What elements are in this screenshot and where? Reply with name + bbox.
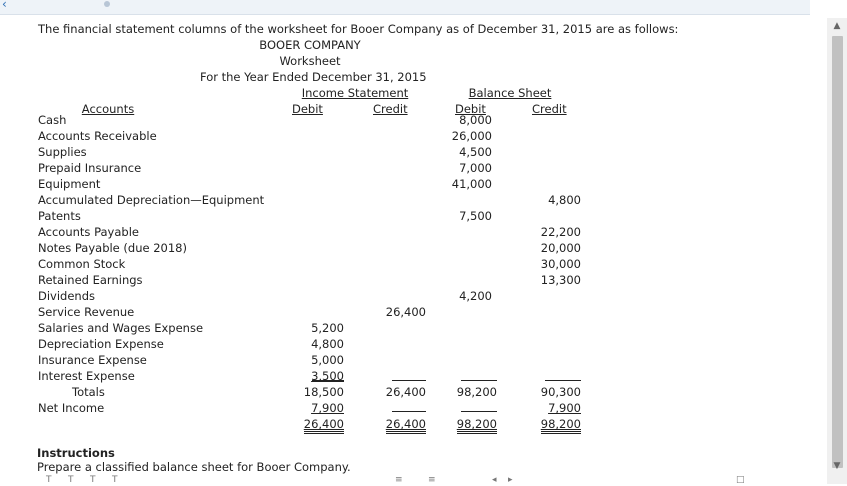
account-name: Retained Earnings [38,273,143,287]
account-name: Supplies [38,145,87,159]
vertical-scrollbar[interactable] [827,18,847,484]
totals-bs-debit: 98,200 [456,385,497,399]
company-name: BOOER COMPANY [259,38,361,52]
is-credit-value: 26,400 [385,305,426,319]
bs-debit-value: 4,200 [459,289,492,303]
final-is-debit: 26,400 [304,417,344,434]
bs-credit-total-rule [545,380,581,381]
redo-icon[interactable]: ▸ [508,475,513,485]
net-income-is-debit: 7,900 [311,401,344,415]
account-name: Equipment [38,177,101,191]
account-name: Notes Payable (due 2018) [38,241,187,255]
instructions-text: Prepare a classified balance sheet for Booer Company. [37,460,351,474]
account-name: Prepaid Insurance [38,161,142,175]
account-name: Service Revenue [38,305,135,319]
bs-debit-value: 26,000 [451,129,492,143]
undo-icon[interactable]: ◂ [492,475,497,485]
bs-debit-value: 7,000 [459,161,492,175]
balance-sheet-heading: Balance Sheet [468,86,552,100]
text-format-icon[interactable]: T [90,475,96,485]
bs-credit-value: 4,800 [548,193,581,207]
expand-icon[interactable]: □ [736,475,745,485]
editor-toolbar [30,476,810,486]
bs-debit-value: 7,500 [459,209,492,223]
intro-text: The financial statement columns of the worksheet for Booer Company as of December 31, 2015 are as follows: [38,22,679,36]
totals-is-credit: 26,400 [385,385,426,399]
account-name: Accounts Payable [38,225,139,239]
back-chevron-icon[interactable]: ‹ [2,0,7,11]
is-credit-blank-rule [392,411,426,412]
final-bs-credit: 98,200 [541,417,581,434]
totals-bs-credit: 90,300 [540,385,581,399]
accounts-heading: Accounts [81,102,135,116]
top-strip [0,0,810,15]
net-income-bs-credit: 7,900 [548,401,581,415]
bs-debit-heading: Debit [455,102,486,116]
account-name: Accumulated Depreciation—Equipment [38,193,265,207]
account-name: Dividends [38,289,96,303]
is-debit-value: 5,000 [311,353,344,367]
is-debit-heading: Debit [292,102,323,116]
bs-debit-total-rule [461,380,497,381]
is-credit-heading: Credit [373,102,408,116]
account-name: Insurance Expense [38,353,147,367]
statement-period: For the Year Ended December 31, 2015 [200,70,427,84]
bs-debit-value: 4,500 [459,145,492,159]
list-icon[interactable]: ≡ [428,475,436,485]
net-income-label: Net Income [38,401,105,415]
scroll-down-icon[interactable]: ▼ [833,461,841,471]
text-format-icon[interactable]: T [46,475,52,485]
is-debit-total-rule [312,380,344,381]
instructions-title: Instructions [37,446,115,460]
final-bs-debit: 98,200 [457,417,497,434]
is-debit-value: 5,200 [311,321,344,335]
account-name: Depreciation Expense [38,337,164,351]
scroll-thumb[interactable] [832,36,843,468]
account-name: Cash [38,113,67,127]
final-is-credit: 26,400 [386,417,426,434]
income-statement-heading: Income Statement [301,86,409,100]
bs-credit-heading: Credit [532,102,567,116]
account-name: Patents [38,209,81,223]
text-format-icon[interactable]: T [68,475,74,485]
text-format-icon[interactable]: T [112,475,118,485]
account-name: Salaries and Wages Expense [38,321,204,335]
account-name: Accounts Receivable [38,129,157,143]
bs-credit-value: 22,200 [540,225,581,239]
list-icon[interactable]: ≡ [395,475,403,485]
totals-is-debit: 18,500 [303,385,344,399]
bs-credit-value: 13,300 [540,273,581,287]
account-name: Common Stock [38,257,126,271]
is-credit-total-rule [392,380,426,381]
is-debit-underlined-value: 3,500 [311,369,344,383]
progress-dot-icon [104,1,110,7]
bs-credit-value: 20,000 [540,241,581,255]
is-debit-value: 4,800 [311,337,344,351]
bs-debit-value: 41,000 [451,177,492,191]
scroll-up-icon[interactable]: ▲ [833,21,841,31]
bs-debit-blank-rule [461,411,497,412]
totals-label: Totals [72,385,105,399]
statement-name: Worksheet [279,54,341,68]
bs-debit-value: 8,000 [459,113,492,127]
bs-credit-value: 30,000 [540,257,581,271]
account-name: Interest Expense [38,369,135,383]
